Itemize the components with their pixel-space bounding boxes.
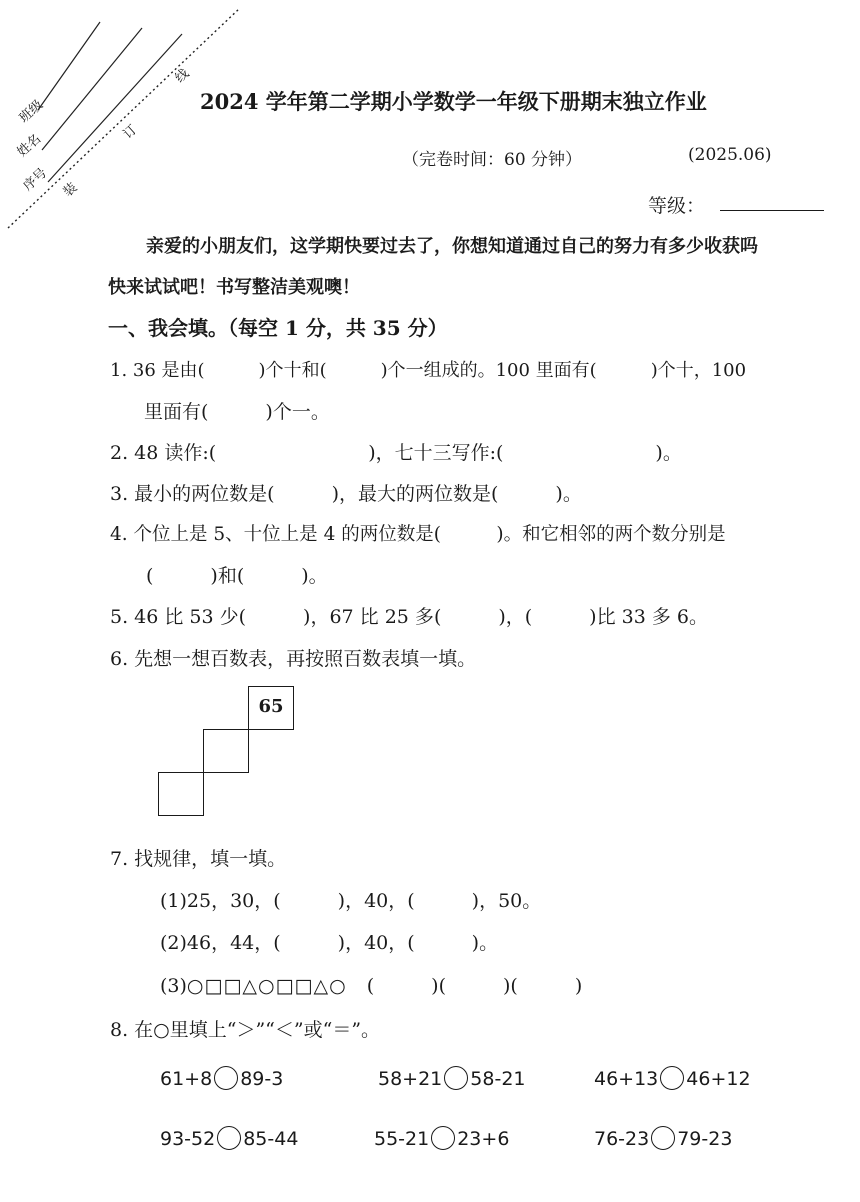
compare-left: 58+21	[378, 1068, 443, 1090]
compare-left: 46+13	[594, 1068, 659, 1090]
question-1-line-1: 1. 36 是由( )个十和( )个一组成的。100 里面有( )个十，100	[110, 360, 747, 381]
question-4-line-2: ( )和( )。	[146, 565, 328, 587]
exam-date: (2025.06)	[688, 145, 772, 165]
compare-item-5	[374, 1126, 509, 1150]
grade-blank-line	[720, 210, 824, 211]
grid-cell-middle[interactable]	[203, 729, 249, 773]
seat-number-label: 序号	[20, 165, 51, 195]
compare-right: 85-44	[243, 1128, 299, 1150]
compare-circle[interactable]	[651, 1126, 675, 1150]
question-2: 2. 48 读作:( )，七十三写作:( )。	[110, 442, 682, 464]
compare-right: 79-23	[677, 1128, 733, 1150]
question-7-part-3	[160, 971, 582, 998]
shape-blanks: ( )( )( )	[366, 975, 583, 997]
compare-left: 55-21	[374, 1128, 430, 1150]
binding-word-xian: 线	[172, 66, 193, 87]
compare-right: 58-21	[470, 1068, 526, 1090]
question-6: 6. 先想一想百数表，再按照百数表填一填。	[110, 648, 477, 670]
compare-right: 23+6	[457, 1128, 510, 1150]
question-8: 8. 在○里填上“＞”“＜”或“＝”。	[110, 1019, 381, 1041]
compare-circle[interactable]	[444, 1066, 468, 1090]
name-label: 姓名	[14, 131, 45, 161]
time-note: （完卷时间：60 分钟）	[402, 150, 583, 170]
compare-left: 61+8	[160, 1068, 213, 1090]
compare-left: 93-52	[160, 1128, 216, 1150]
question-7-part-2: (2)46，44，( )，40，( )。	[160, 932, 499, 954]
compare-right: 46+12	[686, 1068, 751, 1090]
grid-cell-bottom-right[interactable]	[203, 772, 249, 773]
grid-value: 65	[258, 696, 284, 717]
question-4-line-1: 4. 个位上是 5、十位上是 4 的两位数是( )。和它相邻的两个数分别是	[110, 524, 726, 545]
compare-item-6	[594, 1126, 732, 1150]
question-1-line-2: 里面有( )个一。	[144, 401, 330, 423]
question-7-part-3-prefix: (3)	[160, 975, 187, 997]
grid-cell-top	[248, 686, 294, 730]
compare-left: 76-23	[594, 1128, 650, 1150]
compare-circle[interactable]	[214, 1066, 238, 1090]
grid-cell-bottom-left[interactable]	[158, 772, 204, 816]
compare-item-1	[160, 1066, 283, 1090]
intro-line-2: 快来试试吧！书写整洁美观噢！	[108, 277, 360, 298]
compare-item-2	[378, 1066, 526, 1090]
binding-strip	[0, 0, 250, 240]
question-5: 5. 46 比 53 少( )，67 比 25 多( )，( )比 33 多 6。	[110, 606, 708, 628]
question-7-part-1: (1)25，30，( )，40，( )，50。	[160, 890, 542, 912]
shape-pattern: ○□□△○□□△○	[186, 975, 347, 997]
grid-cell-middle-right[interactable]	[248, 729, 249, 773]
class-label: 班级	[16, 97, 47, 127]
compare-circle[interactable]	[431, 1126, 455, 1150]
grade-label: 等级：	[648, 195, 706, 217]
question-3: 3. 最小的两位数是( )，最大的两位数是( )。	[110, 483, 582, 505]
intro-line-1: 亲爱的小朋友们，这学期快要过去了，你想知道通过自己的努力有多少收获吗	[146, 236, 758, 257]
page-title: 2024 学年第二学期小学数学一年级下册期末独立作业	[200, 89, 707, 114]
compare-circle[interactable]	[217, 1126, 241, 1150]
compare-item-3	[594, 1066, 751, 1090]
compare-circle[interactable]	[660, 1066, 684, 1090]
compare-right: 89-3	[240, 1068, 284, 1090]
section-title: 一、我会填。（每空 1 分，共 35 分）	[108, 316, 448, 340]
question-7: 7. 找规律，填一填。	[110, 848, 287, 870]
binding-word-zhuang: 装	[60, 180, 81, 201]
compare-item-4	[160, 1126, 298, 1150]
binding-word-ding: 订	[120, 122, 141, 143]
